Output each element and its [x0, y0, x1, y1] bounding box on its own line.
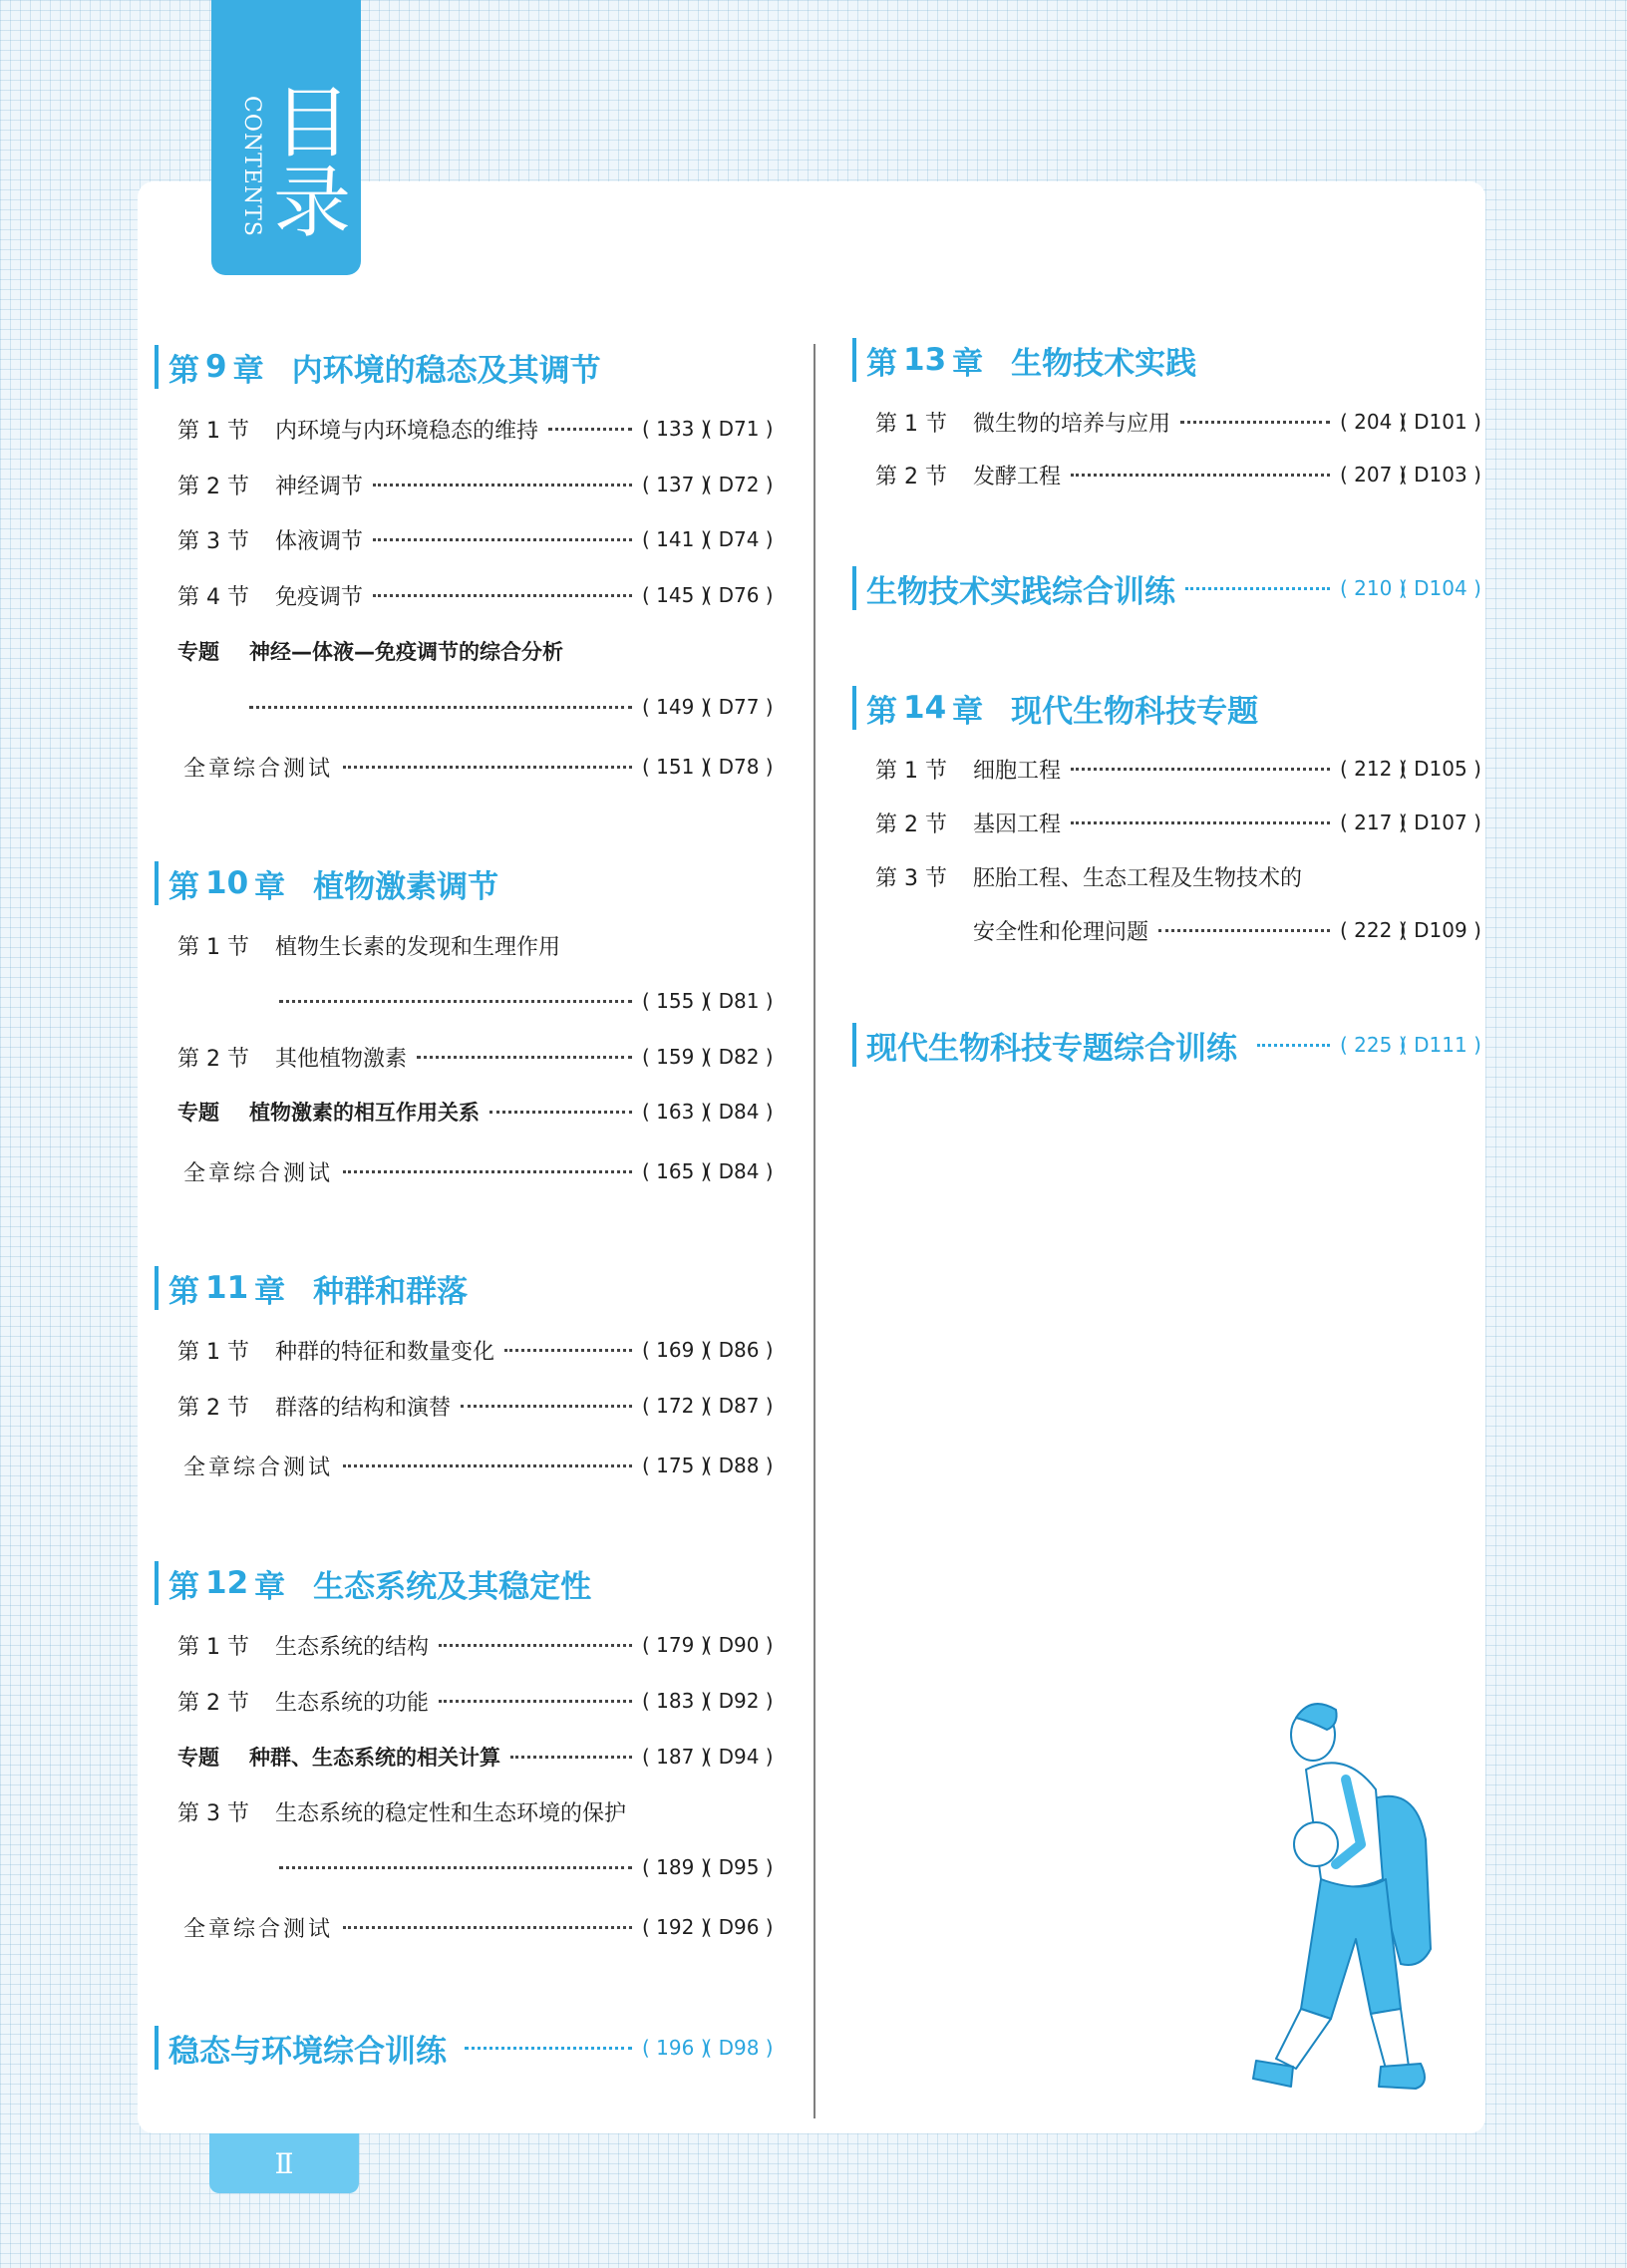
chapter-prefix: 第: [866, 693, 897, 730]
toc-entry-12-test[interactable]: [183, 1910, 776, 1944]
section-title: 群落的结构和演替: [275, 1395, 452, 1421]
answer-page: ( D90 ): [704, 1633, 774, 1657]
toc-entry-12-1[interactable]: [177, 1628, 776, 1662]
section-number: 第 3 节: [177, 528, 250, 554]
page-number: ( 149 ): [642, 695, 709, 719]
section-title: 生态系统的结构: [275, 1634, 430, 1660]
chapter-title: 内环境的稳态及其调节: [291, 352, 601, 389]
dot-leader: [249, 706, 632, 709]
dot-leader: [465, 2047, 632, 2050]
dot-leader: [417, 1056, 632, 1059]
test-title: 全章综合测试: [183, 1455, 334, 1480]
chapter-suffix: 章: [254, 1273, 286, 1310]
summary-title: 生物技术实践综合训练: [866, 573, 1175, 610]
chapter-number: 10: [205, 865, 249, 901]
page-number: ( 179 ): [642, 1633, 709, 1657]
answer-page: ( D96 ): [704, 1915, 774, 1939]
chapter-prefix: 第: [168, 868, 199, 905]
answer-page: ( D76 ): [704, 583, 774, 607]
section-title: 细胞工程: [973, 758, 1062, 784]
page-number: ( 187 ): [642, 1745, 709, 1769]
column-divider: [814, 344, 815, 2118]
chapter-prefix: 第: [168, 352, 199, 389]
toc-entry-11-test[interactable]: [183, 1449, 776, 1482]
toc-entry-9-4[interactable]: [177, 578, 776, 612]
answer-page: ( D86 ): [704, 1338, 774, 1362]
page-number: ( 172 ): [642, 1394, 709, 1418]
contents-header-tab: [211, 0, 361, 275]
page-number: ( 207 ): [1340, 463, 1407, 486]
toc-entry-12-special[interactable]: [177, 1740, 776, 1774]
chapter-suffix: 章: [952, 345, 984, 382]
answer-page: ( D104 ): [1400, 576, 1481, 600]
answer-page: ( D84 ): [704, 1159, 774, 1183]
section-number: 第 2 节: [177, 1690, 250, 1716]
section-number: 第 3 节: [875, 865, 948, 891]
page-number: ( 183 ): [642, 1689, 709, 1713]
section-title: 植物生长素的发现和生理作用: [275, 934, 561, 960]
toc-entry-10-1[interactable]: [177, 928, 776, 962]
toc-entry-11-2[interactable]: [177, 1389, 776, 1423]
chapter-prefix: 第: [168, 1568, 199, 1605]
toc-entry-9-2[interactable]: [177, 468, 776, 501]
page-number: ( 210 ): [1340, 576, 1407, 600]
dot-leader: [1071, 768, 1330, 771]
answer-page: ( D94 ): [704, 1745, 774, 1769]
toc-entry-10-special[interactable]: [177, 1095, 776, 1129]
dot-leader: [1071, 821, 1330, 824]
section-number: 第 2 节: [875, 811, 948, 837]
answer-page: ( D101 ): [1400, 410, 1481, 434]
page-number: ( 141 ): [642, 527, 709, 551]
chapter-title: 现代生物科技专题: [1011, 693, 1259, 730]
section-title: 免疫调节: [275, 584, 364, 610]
test-title: 全章综合测试: [183, 1160, 334, 1186]
section-number: 第 2 节: [177, 1395, 250, 1421]
dot-leader: [1071, 474, 1330, 477]
dot-leader: [373, 538, 632, 541]
summary-biotech-practice-heading[interactable]: [852, 566, 1481, 610]
test-title: 全章综合测试: [183, 756, 334, 782]
special-title: 种群、生态系统的相关计算: [249, 1746, 500, 1770]
answer-page: ( D78 ): [704, 755, 774, 779]
answer-page: ( D71 ): [704, 417, 774, 441]
section-title: 种群的特征和数量变化: [275, 1339, 495, 1365]
summary-modern-biotech-heading[interactable]: [852, 1023, 1481, 1067]
toc-entry-14-3-cont[interactable]: [973, 913, 1481, 947]
page-number: ( 189 ): [642, 1855, 709, 1879]
chapter-title: 生态系统及其稳定性: [313, 1568, 592, 1605]
dot-leader: [343, 1464, 632, 1467]
special-title: 植物激素的相互作用关系: [249, 1101, 480, 1125]
page-number: ( 145 ): [642, 583, 709, 607]
page-number: ( 217 ): [1340, 810, 1407, 834]
chapter-title: 植物激素调节: [313, 868, 499, 905]
page-number: ( 155 ): [642, 989, 709, 1013]
dot-leader: [279, 1000, 632, 1003]
page-number: ( 225 ): [1340, 1033, 1407, 1057]
chapter-10-heading[interactable]: [155, 861, 498, 905]
dot-leader: [1180, 421, 1330, 424]
answer-page: ( D107 ): [1400, 810, 1481, 834]
section-number: 第 1 节: [875, 411, 948, 437]
section-title: 神经调节: [275, 474, 364, 499]
section-number: 第 1 节: [177, 1339, 250, 1365]
chapter-suffix: 章: [232, 352, 264, 389]
section-title: 生态系统的功能: [275, 1690, 430, 1716]
section-number: 第 2 节: [875, 464, 948, 489]
section-number: 第 2 节: [177, 474, 250, 499]
dot-leader: [373, 484, 632, 486]
test-title: 全章综合测试: [183, 1916, 334, 1942]
section-number: 第 1 节: [875, 758, 948, 784]
page-number: ( 137 ): [642, 473, 709, 496]
section-number: 第 1 节: [177, 418, 250, 444]
answer-page: ( D95 ): [704, 1855, 774, 1879]
section-number: 第 2 节: [177, 1046, 250, 1072]
page-number: ( 151 ): [642, 755, 709, 779]
page-number: ( 165 ): [642, 1159, 709, 1183]
page-number: ( 212 ): [1340, 757, 1407, 781]
toc-entry-9-test[interactable]: [183, 750, 776, 784]
answer-page: ( D87 ): [704, 1394, 774, 1418]
toc-entry-10-test[interactable]: [183, 1154, 776, 1188]
page-number: ( 196 ): [642, 2036, 709, 2060]
section-title: 基因工程: [973, 811, 1062, 837]
dot-leader: [1185, 587, 1330, 590]
contents-title-en: CONTENTS: [239, 96, 264, 237]
contents-title-zh: 目录: [272, 79, 351, 248]
dot-leader: [373, 594, 632, 597]
section-title-continued: 安全性和伦理问题: [973, 919, 1149, 945]
chapter-13-heading[interactable]: [852, 338, 1196, 382]
toc-entry-13-2[interactable]: [875, 458, 1481, 491]
toc-entry-9-special[interactable]: [177, 634, 776, 668]
toc-entry-14-2[interactable]: [875, 806, 1481, 839]
answer-page: ( D82 ): [704, 1045, 774, 1069]
special-label: 专题: [177, 640, 219, 664]
summary-title: 稳态与环境综合训练: [168, 2033, 447, 2070]
section-title: 生态系统的稳定性和生态环境的保护: [275, 1800, 627, 1826]
special-label: 专题: [177, 1746, 219, 1770]
toc-entry-13-1[interactable]: [875, 405, 1481, 439]
toc-entry-12-3-page[interactable]: [279, 1850, 776, 1884]
section-title: 体液调节: [275, 528, 364, 554]
page-number: ( 192 ): [642, 1915, 709, 1939]
answer-page: ( D105 ): [1400, 757, 1481, 781]
page-number: ( 159 ): [642, 1045, 709, 1069]
page-number: ( 204 ): [1340, 410, 1407, 434]
answer-page: ( D84 ): [704, 1100, 774, 1124]
section-number: 第 1 节: [177, 934, 250, 960]
dot-leader: [439, 1700, 632, 1703]
section-number: 第 4 节: [177, 584, 250, 610]
dot-leader: [343, 1926, 632, 1929]
answer-page: ( D98 ): [704, 2036, 774, 2060]
dot-leader: [439, 1644, 632, 1647]
section-title: 其他植物激素: [275, 1046, 408, 1072]
chapter-suffix: 章: [254, 1568, 286, 1605]
chapter-number: 11: [205, 1270, 249, 1306]
chapter-number: 14: [903, 690, 947, 726]
chapter-number: 12: [205, 1565, 249, 1601]
special-label: 专题: [177, 1101, 219, 1125]
answer-page: ( D81 ): [704, 989, 774, 1013]
answer-page: ( D111 ): [1400, 1033, 1481, 1057]
section-number: 第 1 节: [177, 1634, 250, 1660]
dot-leader: [461, 1405, 632, 1408]
dot-leader: [343, 1170, 632, 1173]
page-number: ( 163 ): [642, 1100, 709, 1124]
answer-page: ( D74 ): [704, 527, 774, 551]
special-title: 神经—体液—免疫调节的综合分析: [249, 640, 563, 664]
page-number: ( 222 ): [1340, 918, 1407, 942]
chapter-14-heading[interactable]: [852, 686, 1258, 730]
page-number: ( 133 ): [642, 417, 709, 441]
toc-entry-12-3[interactable]: [177, 1794, 776, 1828]
summary-title: 现代生物科技专题综合训练: [866, 1030, 1237, 1067]
dot-leader: [343, 766, 632, 769]
chapter-12-heading[interactable]: [155, 1561, 591, 1605]
toc-entry-14-3[interactable]: [875, 859, 1473, 893]
chapter-title: 生物技术实践: [1011, 345, 1197, 382]
page-number: ( 169 ): [642, 1338, 709, 1362]
section-title: 内环境与内环境稳态的维持: [275, 418, 539, 444]
page-number: ( 175 ): [642, 1454, 709, 1477]
summary-steady-state-heading[interactable]: [155, 2026, 776, 2070]
chapter-11-heading[interactable]: [155, 1266, 468, 1310]
answer-page: ( D103 ): [1400, 463, 1481, 486]
toc-entry-9-3[interactable]: [177, 522, 776, 556]
dot-leader: [279, 1866, 632, 1869]
toc-entry-9-1[interactable]: [177, 412, 776, 446]
chapter-9-heading[interactable]: [155, 345, 601, 389]
chapter-number: 13: [903, 342, 947, 378]
answer-page: ( D72 ): [704, 473, 774, 496]
dot-leader: [504, 1349, 632, 1352]
answer-page: ( D77 ): [704, 695, 774, 719]
answer-page: ( D109 ): [1400, 918, 1481, 942]
answer-page: ( D92 ): [704, 1689, 774, 1713]
chapter-number: 9: [205, 349, 227, 385]
dot-leader: [489, 1111, 632, 1114]
toc-entry-10-1-page[interactable]: [279, 984, 776, 1018]
chapter-prefix: 第: [866, 345, 897, 382]
dot-leader: [1257, 1044, 1330, 1047]
chapter-title: 种群和群落: [313, 1273, 469, 1310]
page-number-tab: Ⅱ: [209, 2133, 359, 2193]
toc-entry-12-2[interactable]: [177, 1684, 776, 1718]
chapter-suffix: 章: [952, 693, 984, 730]
section-title: 微生物的培养与应用: [973, 411, 1171, 437]
section-title: 胚胎工程、生态工程及生物技术的: [973, 865, 1303, 891]
dot-leader: [510, 1756, 632, 1759]
dot-leader: [548, 428, 632, 431]
toc-entry-14-1[interactable]: [875, 752, 1481, 786]
section-number: 第 3 节: [177, 1800, 250, 1826]
answer-page: ( D88 ): [704, 1454, 774, 1477]
toc-entry-9-special-page[interactable]: [249, 690, 776, 724]
section-title: 发酵工程: [973, 464, 1062, 489]
toc-entry-10-2[interactable]: [177, 1040, 776, 1074]
toc-entry-11-1[interactable]: [177, 1333, 776, 1367]
student-illustration: [1251, 1690, 1480, 2118]
chapter-suffix: 章: [254, 868, 286, 905]
dot-leader: [1158, 929, 1330, 932]
chapter-prefix: 第: [168, 1273, 199, 1310]
